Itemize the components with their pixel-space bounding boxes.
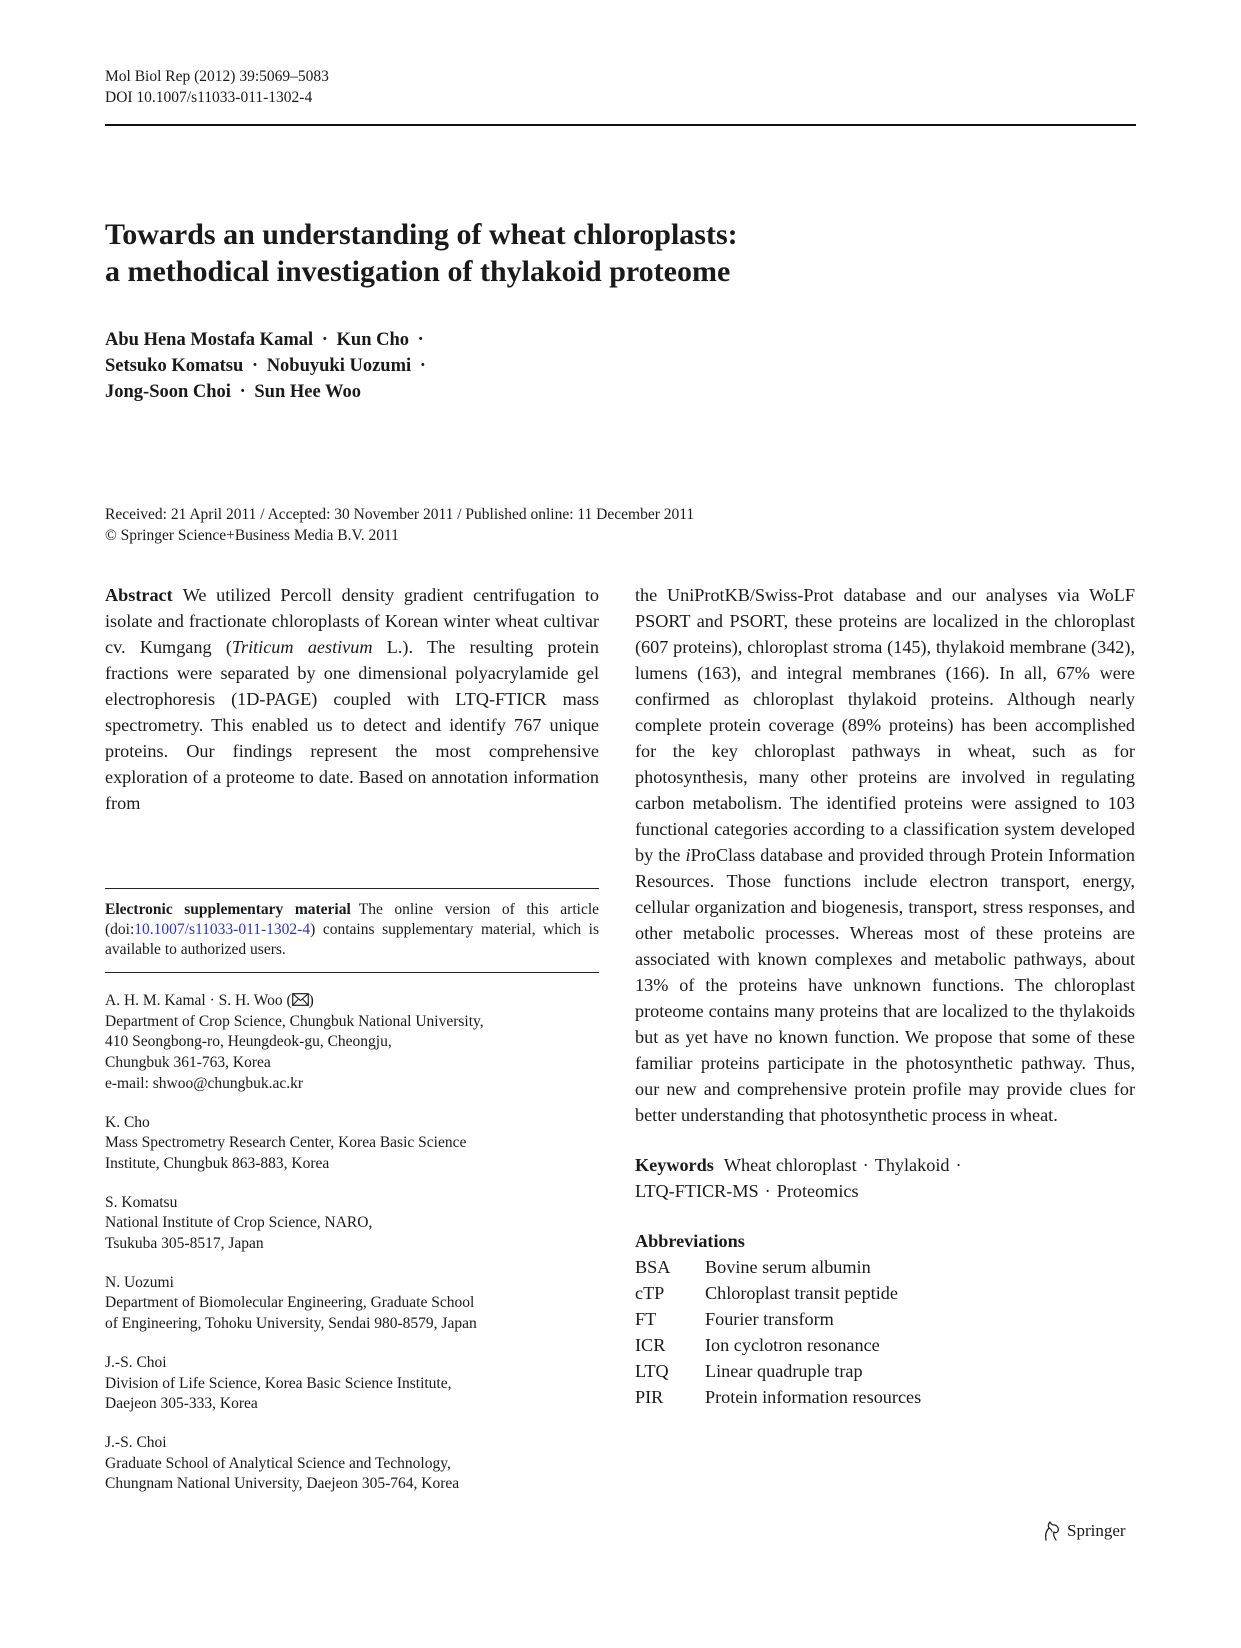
journal-citation: Mol Biol Rep (2012) 39:5069–5083 <box>105 68 329 85</box>
keyword: Thylakoid <box>874 1155 950 1175</box>
author-name: Setsuko Komatsu <box>105 356 244 376</box>
author-name: Sun Hee Woo <box>254 382 361 402</box>
author-separator: · <box>419 356 426 376</box>
affiliation <box>105 1433 599 1495</box>
abbreviation-term: LTQ <box>635 1361 669 1381</box>
corresponding-email: e-mail: shwoo@chungbuk.ac.kr <box>105 1074 304 1092</box>
affiliation-line: Institute, Chungbuk 863-883, Korea <box>105 1154 330 1172</box>
abbreviation-definition: Ion cyclotron resonance <box>705 1335 880 1355</box>
esm-text-end: ) contains supplementary material, which is available to authorized users. <box>105 921 599 958</box>
affiliation <box>105 991 599 1095</box>
author-name: Abu Hena Mostafa Kamal <box>105 330 314 350</box>
copyright-line: © Springer Science+Business Media B.V. 2011 <box>105 527 399 544</box>
title-line-2: a methodical investigation of thylakoid proteome <box>105 255 731 288</box>
supplementary-material-note <box>105 888 599 973</box>
affiliation-names: K. Cho <box>105 1113 150 1131</box>
affiliation-line: Division of Life Science, Korea Basic Science Institute, <box>105 1374 452 1392</box>
affiliation-line: Department of Biomolecular Engineering, Graduate School <box>105 1294 475 1312</box>
abstract-text: the UniProtKB/Swiss-Prot database and our analyses via WoLF PSORT and PSORT, these proteins are localized in the chloroplast (607 proteins), chloroplast stroma (145), thylakoid membrane (342), lumens (163), and integral membranes (166). In all, 67% were confirmed as chloroplast thylakoid proteins. Although nearly complete protein coverage (89% proteins) has been accomplished for the key chloroplast pathways in wheat, such as for photosynthesis, many other proteins are involved in regulating carbon metabolism. The identified proteins were assigned to 103 functional categories according to a classification system developed by the <box>635 585 1135 865</box>
author-separator: · <box>321 330 328 350</box>
doi-link[interactable]: 10.1007/s11033-011-1302-4 <box>134 921 311 938</box>
affiliation-line: Department of Crop Science, Chungbuk National University, <box>105 1012 484 1030</box>
keyword: Proteomics <box>776 1181 859 1201</box>
affiliation-names: S. Komatsu <box>105 1193 178 1211</box>
abbreviation-row <box>635 1332 1135 1358</box>
affiliation <box>105 1113 599 1175</box>
author-name: Kun Cho <box>336 330 410 350</box>
author-line <box>105 327 430 353</box>
affiliation <box>105 1193 599 1255</box>
abstract-text-cont: ProClass database and provided through Protein Information Resources. Those functions include electron transport, energy, cellular organization and biogenesis, transport, stress responses, and other metabolic processes. Whereas most of these proteins are associated with known complexes and metabolic pathways, about 13% of the proteins have unknown functions. The chloroplast proteome contains many proteins that are localized to the thylakoids but as yet have no known function. We propose that some of these familiar proteins participate in the photosynthetic pathway. Thus, our new and comprehensive protein profile may provide clues for better understanding that photosynthetic process in wheat. <box>635 845 1135 1125</box>
affiliation-names: A. H. M. Kamal · S. H. Woo ( ) <box>105 992 314 1009</box>
affiliation-names: N. Uozumi <box>105 1273 174 1291</box>
abbreviation-row <box>635 1280 1135 1306</box>
abbreviation-definition: Linear quadruple trap <box>705 1361 863 1381</box>
esm-text: The online version of this article (doi: <box>105 901 600 938</box>
affiliation-line: National Institute of Crop Science, NARO, <box>105 1214 373 1232</box>
publisher-logo <box>1040 1520 1126 1542</box>
affiliation <box>105 1353 599 1415</box>
envelope-icon <box>292 993 309 1006</box>
abstract-heading: Abstract <box>105 585 173 605</box>
journal-reference <box>105 66 329 108</box>
author-list <box>105 327 430 405</box>
affiliation-line: Mass Spectrometry Research Center, Korea Basic Science <box>105 1134 467 1152</box>
abbreviation-definition: Bovine serum albumin <box>705 1257 871 1277</box>
affiliation-line: Graduate School of Analytical Science and Technology, <box>105 1454 451 1472</box>
doi-line: DOI 10.1007/s11033-011-1302-4 <box>105 89 313 106</box>
abbreviation-row <box>635 1384 1135 1410</box>
author-line <box>105 353 430 379</box>
keyword: Wheat chloroplast <box>723 1155 857 1175</box>
keyword-separator: · <box>862 1155 869 1175</box>
article-title <box>105 216 1105 290</box>
abbreviation-row <box>635 1358 1135 1384</box>
abbreviation-definition: Protein information resources <box>705 1387 922 1407</box>
affiliation <box>105 1273 599 1335</box>
species-name: Triticum aestivum <box>231 637 373 657</box>
abbreviations-list <box>635 1254 1135 1410</box>
left-column <box>105 582 599 1495</box>
author-separator: · <box>239 382 246 402</box>
keywords-heading: Keywords <box>635 1155 714 1175</box>
title-line-1: Towards an understanding of wheat chloroplasts: <box>105 218 738 251</box>
affiliation-names: J.-S. Choi <box>105 1433 167 1451</box>
affiliation-names: J.-S. Choi <box>105 1353 167 1371</box>
abbreviation-term: BSA <box>635 1257 671 1277</box>
keyword: LTQ-FTICR-MS <box>635 1181 759 1201</box>
affiliation-line: Daejeon 305-333, Korea <box>105 1395 258 1413</box>
abbreviations-heading: Abbreviations <box>635 1231 745 1251</box>
keyword-separator: · <box>955 1155 962 1175</box>
abbreviation-definition: Fourier transform <box>705 1309 834 1329</box>
affiliation-line: Chungbuk 361-763, Korea <box>105 1054 271 1072</box>
abstract-text: We utilized Percoll density gradient centrifugation to isolate and fractionate chloroplasts of Korean winter wheat cultivar cv. Kumgang ( <box>105 585 599 657</box>
author-name: Nobuyuki Uozumi <box>266 356 412 376</box>
abbreviation-term: cTP <box>635 1283 665 1303</box>
abbreviation-row <box>635 1254 1135 1280</box>
received-accepted-line: Received: 21 April 2011 / Accepted: 30 November 2011 / Published online: 11 December 2011 <box>105 506 695 523</box>
abstract-continued <box>635 582 1135 1128</box>
springer-horse-icon <box>1040 1520 1062 1542</box>
affiliation-line: Chungnam National University, Daejeon 305-764, Korea <box>105 1475 460 1493</box>
keyword-separator: · <box>764 1181 771 1201</box>
affiliation-line: of Engineering, Tohoku University, Sendai 980-8579, Japan <box>105 1315 477 1333</box>
author-name: Jong-Soon Choi <box>105 382 231 402</box>
author-separator: · <box>417 330 424 350</box>
esm-heading: Electronic supplementary material <box>105 901 351 918</box>
publisher-name: Springer <box>1067 1521 1126 1540</box>
affiliation-line: Tsukuba 305-8517, Japan <box>105 1235 264 1253</box>
publication-dates <box>105 504 694 546</box>
abbreviation-row <box>635 1306 1135 1332</box>
right-column <box>635 582 1135 1410</box>
author-line <box>105 379 430 405</box>
affiliation-line: 410 Seongbong-ro, Heungdeok-gu, Cheongju, <box>105 1033 392 1051</box>
abbreviation-term: ICR <box>635 1335 666 1355</box>
author-separator: · <box>251 356 259 376</box>
abstract-text-cont: L.). The resulting protein fractions were separated by one dimensional polyacrylamide gel electrophoresis (1D-PAGE) coupled with LTQ-FTICR mass spectrometry. This enabled us to detect and identify 767 unique proteins. Our findings represent the most comprehensive exploration of a proteome to date. Based on annotation information from <box>105 637 599 813</box>
abstract-paragraph <box>105 582 599 816</box>
abbreviation-term: PIR <box>635 1387 664 1407</box>
abbreviation-definition: Chloroplast transit peptide <box>705 1283 898 1303</box>
iproclass-prefix: i <box>685 845 691 865</box>
header-divider <box>105 124 1136 126</box>
keywords-section <box>635 1152 1135 1204</box>
abbreviation-term: FT <box>635 1309 657 1329</box>
